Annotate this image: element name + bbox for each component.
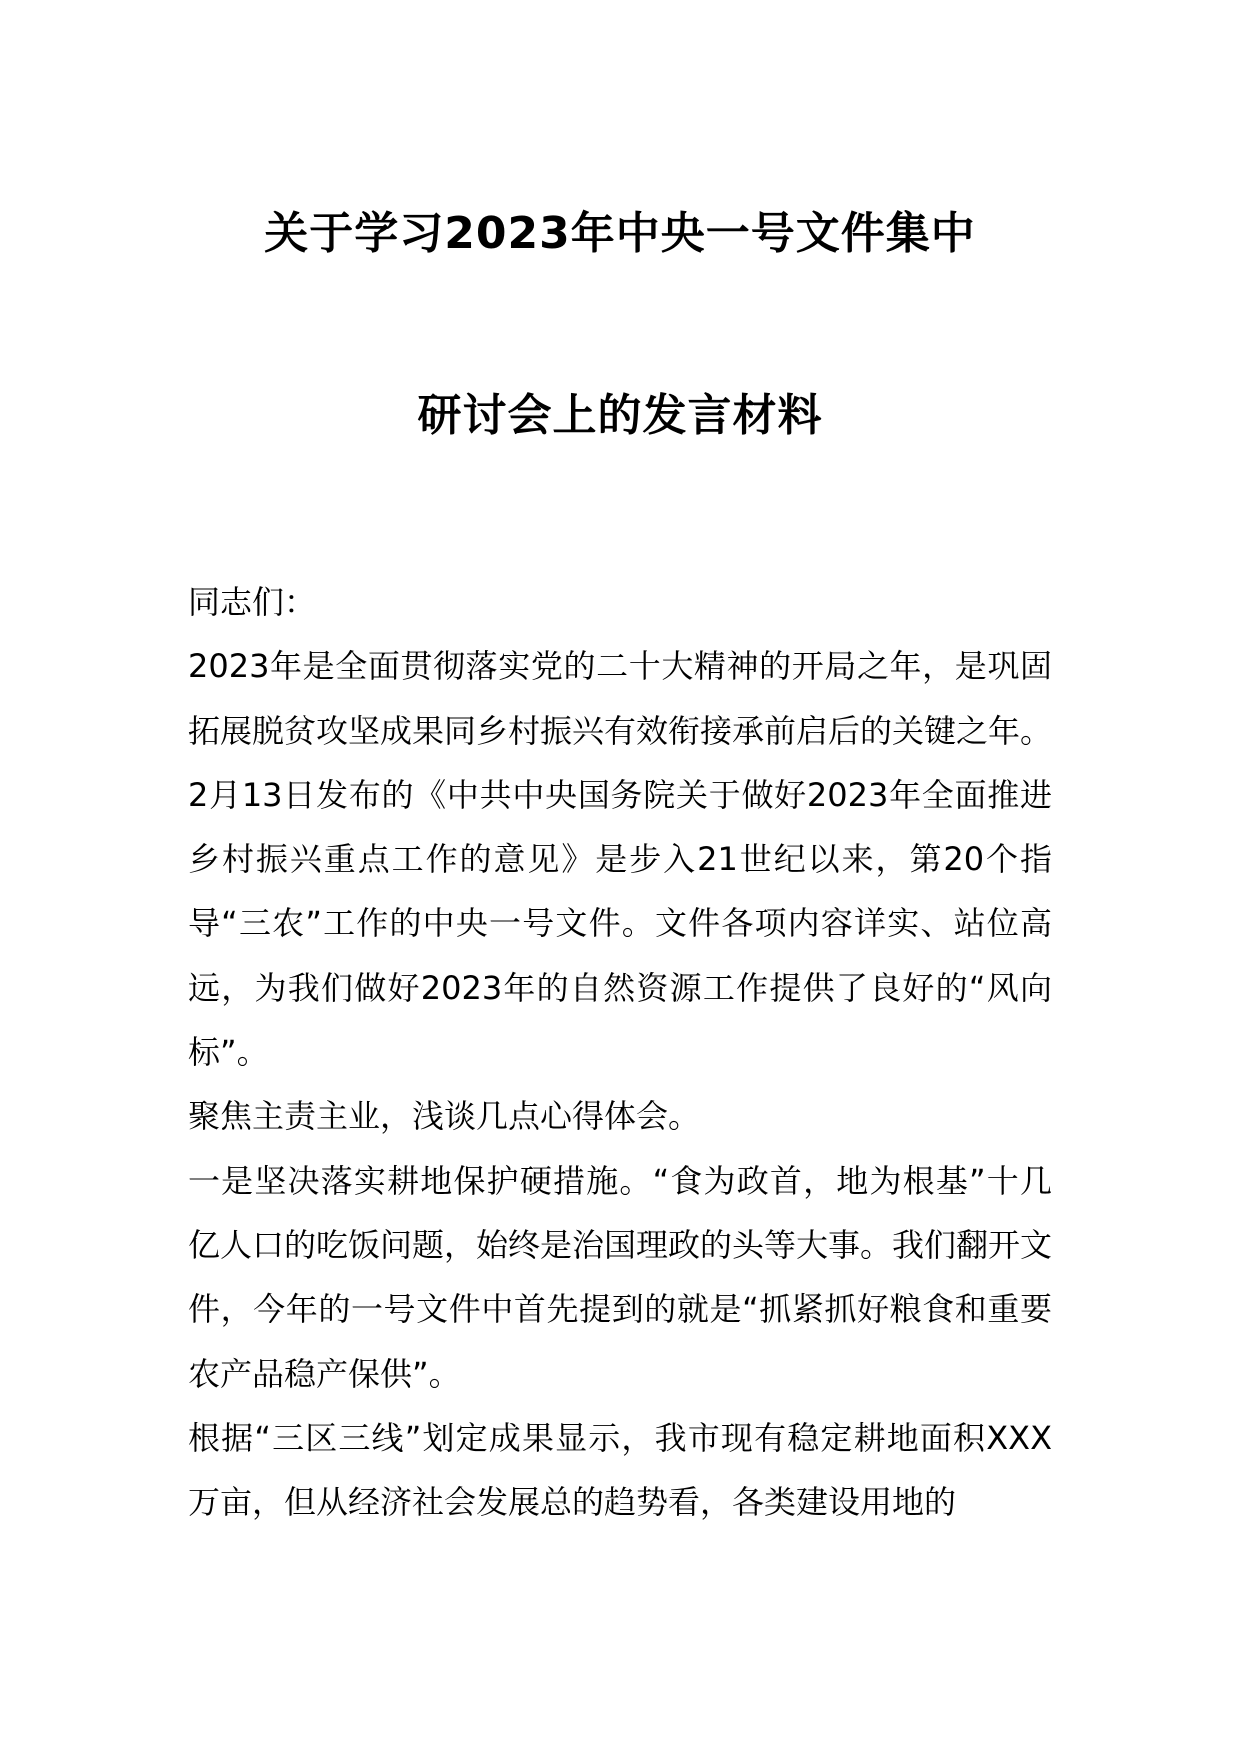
document-title-line-2: 研讨会上的发言材料 [417,390,823,441]
body-paragraph: 一是坚决落实耕地保护硬措施。“食为政首，地为根基”十几亿人口的吃饭问题，始终是治国理政的头等大事。我们翻开文件，今年的一号文件中首先提到的就是“抓紧抓好粮食和重要农产品稳产保供”。 [188,1161,1053,1393]
document-title-line-1: 关于学习2023年中央一号文件集中 [264,208,976,259]
document-body [188,570,1052,1534]
salutation: 同志们： [188,583,317,621]
body-paragraph: 聚焦主责主业，浅谈几点心得体会。 [188,1097,701,1136]
body-paragraph: 根据“三区三线”划定成果显示，我市现有稳定耕地面积XXX万亩，但从经济社会发展总的趋势看，各类建设用地的 [188,1418,1052,1522]
body-paragraph: 2023年是全面贯彻落实党的二十大精神的开局之年，是巩固拓展脱贫攻坚成果同乡村振兴有效衔接承前启后的关键之年。2月13日发布的《中共中央国务院关于做好2023年全面推进乡村振兴重点工作的意见》是步入21世纪以来，第20个指导“三农”工作的中央一号文件。文件各项内容详实、站位高远，为我们做好2023年的自然资源工作提供了良好的“风向标”。 [188,647,1053,1072]
